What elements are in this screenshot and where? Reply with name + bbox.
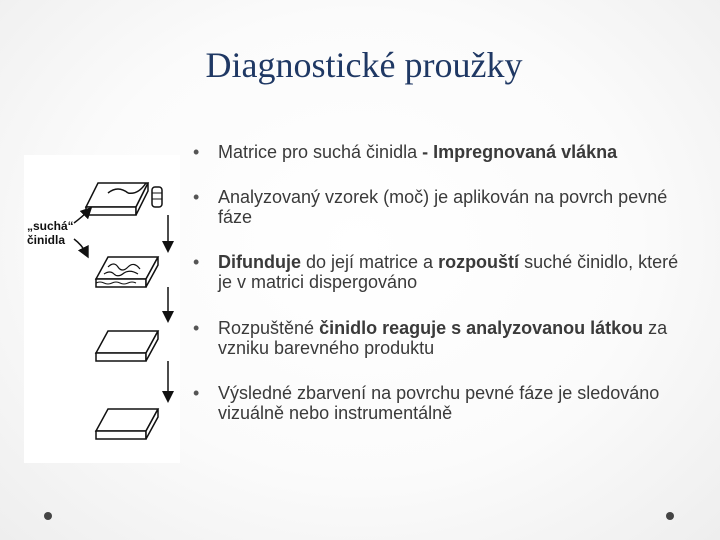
reacting-pad [96, 331, 158, 361]
bullet-bold-text: Difunduje [218, 252, 301, 272]
label-arrow-up [74, 211, 88, 223]
diffusing-pad [96, 257, 158, 287]
corner-dot-left [44, 512, 52, 520]
colored-pad [96, 409, 158, 439]
bullet-text: Výsledné zbarvení na povrchu pevné fáze je sledováno vizuálně nebo instrumentálně [218, 383, 660, 423]
test-strip-illustration [24, 155, 180, 463]
slide-title: Diagnostické proužky [205, 45, 523, 85]
dry-pad-with-sample [86, 183, 162, 215]
bullet-list [192, 138, 692, 423]
bullet-item [192, 383, 692, 423]
corner-dot-right [666, 512, 674, 520]
bullet-text: Analyzovaný vzorek (moč) je aplikován na povrch pevné fáze [218, 187, 668, 227]
bullet-text: suché činidlo, které je v matrici dispergováno [218, 252, 679, 292]
dry-reagent-label-2: činidla [27, 233, 66, 247]
dry-reagent-label-1: „suchá“ [27, 219, 74, 233]
bullet-text: za vzniku barevného produktu [218, 318, 668, 358]
bullet-item [192, 318, 692, 358]
bullet-text: Rozpuštěné [218, 318, 320, 338]
bullet-text: do její matrice a [301, 252, 439, 272]
bullet-text: Matrice pro suchá činidla [218, 142, 418, 162]
bullet-bold-text: činidlo reaguje s analyzovanou látkou [319, 318, 644, 338]
label-arrow-down [74, 239, 86, 253]
bullet-bold-text: - Impregnovaná vlákna [422, 142, 618, 162]
bullet-item [192, 252, 692, 292]
bullet-bold-text: rozpouští [438, 252, 520, 272]
bullet-item [192, 187, 692, 227]
test-strip-diagram [24, 155, 180, 463]
bullet-item [192, 142, 692, 162]
